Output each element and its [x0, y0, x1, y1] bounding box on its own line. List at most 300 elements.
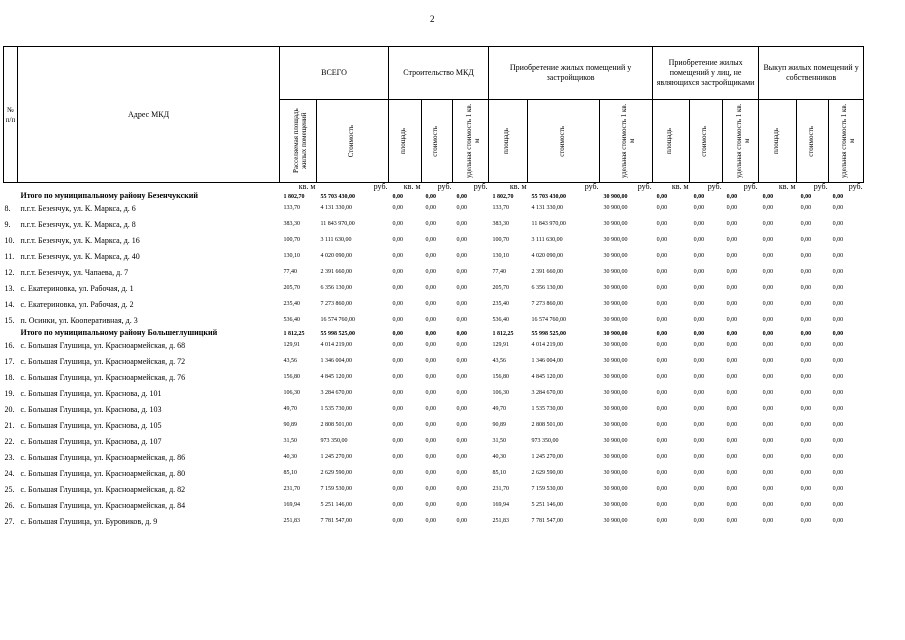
row-value: 0,00	[656, 237, 668, 243]
row-number: 13.	[4, 283, 15, 293]
row-value: 0,00	[693, 390, 705, 396]
subheader-cost: стоимость	[806, 125, 815, 157]
unit-label: кв. м	[653, 183, 690, 192]
row-value: 0,00	[392, 269, 404, 275]
row-address: п.г.т. Безенчук, ул. К. Маркса, д. 40	[20, 251, 140, 261]
row-value: 90,89	[283, 422, 297, 428]
row-value: 2 808 501,00	[531, 422, 564, 428]
unit-label: кв. м	[489, 183, 528, 192]
row-value: 0,00	[726, 221, 738, 227]
row-number	[4, 328, 18, 337]
row-value: 0,00	[425, 301, 437, 307]
row-value: 0,00	[800, 221, 812, 227]
row-value: 0,00	[726, 358, 738, 364]
row-value: 0,00	[726, 518, 738, 524]
row-value: 30 900,00	[603, 438, 628, 444]
row-value: 6 356 130,00	[320, 285, 352, 291]
row-value: 251,83	[283, 518, 300, 524]
row-address: с. Большая Глушица, ул. Краснова, д. 107	[20, 436, 162, 446]
table-row	[4, 449, 864, 465]
row-value: 0,00	[392, 422, 404, 428]
row-value: 0,00	[832, 221, 844, 227]
row-value: 0,00	[726, 301, 738, 307]
table-row	[4, 312, 864, 328]
row-number: 22.	[4, 436, 15, 446]
row-value: 0,00	[425, 454, 437, 460]
row-value: 0,00	[693, 301, 705, 307]
row-value: 30 900,00	[603, 518, 628, 524]
row-value: 0,00	[762, 301, 774, 307]
row-value: 1 812,25	[492, 331, 514, 337]
row-value: 0,00	[456, 301, 468, 307]
row-value: 1 245 270,00	[531, 454, 564, 460]
group-header-construction: Строительство МКД	[389, 47, 489, 100]
row-value: 0,00	[762, 486, 774, 492]
row-value: 0,00	[425, 390, 437, 396]
row-value: 0,00	[392, 221, 404, 227]
row-value: 0,00	[800, 317, 812, 323]
row-value: 0,00	[726, 269, 738, 275]
row-value: 0,00	[656, 342, 668, 348]
row-value: 1 812,25	[283, 331, 305, 337]
col-address-header: Адрес МКД	[18, 47, 280, 183]
row-value: 0,00	[726, 422, 738, 428]
row-value: 0,00	[762, 331, 774, 337]
row-value: 0,00	[392, 438, 404, 444]
row-value: 11 843 970,00	[320, 221, 355, 227]
row-number: 18.	[4, 372, 15, 382]
page-number: 2	[430, 14, 435, 24]
row-value: 1 245 270,00	[320, 454, 352, 460]
row-value: 0,00	[693, 205, 705, 211]
row-value: 49,70	[283, 406, 297, 412]
row-number: 24.	[4, 468, 15, 478]
row-value: 0,00	[800, 390, 812, 396]
row-value: 2 391 660,00	[320, 269, 352, 275]
row-value: 0,00	[762, 374, 774, 380]
row-value: 0,00	[800, 518, 812, 524]
row-value: 0,00	[762, 205, 774, 211]
row-value: 0,00	[392, 358, 404, 364]
row-value: 30 900,00	[603, 502, 628, 508]
subheader-unit-cost: удельная стоимость 1 кв. м	[734, 103, 751, 179]
row-number: 17.	[4, 356, 15, 366]
row-value: 0,00	[656, 331, 668, 337]
row-number: 10.	[4, 235, 15, 245]
row-value: 0,00	[693, 406, 705, 412]
row-value: 106,30	[492, 390, 510, 396]
row-value: 0,00	[456, 518, 468, 524]
table-row	[4, 296, 864, 312]
subheader-cost: стоимость	[557, 125, 566, 157]
row-number: 9.	[4, 219, 11, 229]
row-value: 0,00	[456, 221, 468, 227]
row-address: с. Большая Глушица, ул. Красноармейская, д. 80	[20, 468, 186, 478]
row-value: 0,00	[425, 331, 437, 337]
subheader-cost: стоимость	[700, 125, 709, 157]
row-address: п.г.т. Безенчук, ул. К. Маркса, д. 8	[20, 219, 136, 229]
row-value: 100,70	[283, 237, 300, 243]
row-value: 0,00	[726, 406, 738, 412]
row-value: 30 900,00	[603, 406, 628, 412]
row-value: 4 845 120,00	[531, 374, 564, 380]
row-value: 0,00	[800, 438, 812, 444]
table-row	[4, 481, 864, 497]
row-number: 20.	[4, 404, 15, 414]
row-value: 0,00	[762, 470, 774, 476]
row-value: 0,00	[392, 285, 404, 291]
row-value: 2 629 590,00	[320, 470, 352, 476]
subtotal-label: Итого по муниципальному району Большеглушицкий	[20, 328, 218, 337]
row-value: 0,00	[456, 285, 468, 291]
row-number: 26.	[4, 500, 15, 510]
row-value: 0,00	[656, 486, 668, 492]
row-value: 0,00	[762, 438, 774, 444]
row-value: 30 900,00	[603, 390, 628, 396]
row-value: 0,00	[693, 518, 705, 524]
row-value: 30 900,00	[603, 331, 628, 337]
row-value: 30 900,00	[603, 205, 628, 211]
row-value: 0,00	[726, 285, 738, 291]
row-value: 0,00	[656, 438, 668, 444]
row-value: 0,00	[832, 438, 844, 444]
row-value: 0,00	[392, 317, 404, 323]
row-value: 0,00	[656, 317, 668, 323]
row-value: 0,00	[693, 317, 705, 323]
row-value: 0,00	[726, 317, 738, 323]
row-value: 0,00	[656, 358, 668, 364]
row-value: 0,00	[425, 422, 437, 428]
row-value: 0,00	[832, 358, 844, 364]
row-value: 0,00	[832, 269, 844, 275]
row-value: 55 998 525,00	[320, 331, 355, 337]
row-value: 231,70	[283, 486, 300, 492]
row-value: 5 251 146,00	[320, 502, 352, 508]
row-address: с. Екатериновка, ул. Рабочая, д. 2	[20, 299, 134, 309]
row-value: 31,50	[283, 438, 297, 444]
row-value: 0,00	[762, 422, 774, 428]
row-value: 0,00	[726, 438, 738, 444]
row-value: 1 535 730,00	[320, 406, 352, 412]
row-value: 0,00	[392, 205, 404, 211]
row-value: 0,00	[456, 205, 468, 211]
row-value: 0,00	[693, 438, 705, 444]
row-value: 0,00	[800, 470, 812, 476]
row-value: 0,00	[762, 285, 774, 291]
row-value: 0,00	[800, 358, 812, 364]
row-value: 0,00	[693, 422, 705, 428]
row-value: 0,00	[456, 331, 468, 337]
subtotal-label: Итого по муниципальному району Безенчукский	[20, 191, 198, 200]
row-value: 0,00	[693, 342, 705, 348]
row-address: с. Большая Глушица, ул. Красноармейская, д. 68	[20, 340, 186, 350]
row-value: 0,00	[832, 253, 844, 259]
row-value: 0,00	[456, 502, 468, 508]
row-address: с. Большая Глушица, ул. Буровиков, д. 9	[20, 516, 158, 526]
row-value: 0,00	[392, 406, 404, 412]
row-value: 0,00	[832, 502, 844, 508]
row-value: 43,56	[283, 358, 297, 364]
row-value: 0,00	[656, 253, 668, 259]
row-value: 0,00	[762, 358, 774, 364]
row-value: 0,00	[693, 470, 705, 476]
row-value: 5 251 146,00	[531, 502, 564, 508]
row-value: 0,00	[762, 253, 774, 259]
row-value: 0,00	[800, 486, 812, 492]
row-value: 7 781 547,00	[320, 518, 352, 524]
row-value: 0,00	[392, 194, 404, 200]
row-value: 30 900,00	[603, 221, 628, 227]
table-row	[4, 353, 864, 369]
row-value: 0,00	[456, 194, 468, 200]
row-value: 0,00	[832, 454, 844, 460]
row-value: 0,00	[693, 486, 705, 492]
row-value: 77,40	[492, 269, 507, 275]
row-number: 8.	[4, 203, 11, 213]
table-row	[4, 200, 864, 216]
group-header-total: ВСЕГО	[280, 47, 389, 100]
row-value: 0,00	[392, 331, 404, 337]
table-row	[4, 385, 864, 401]
row-value: 0,00	[693, 269, 705, 275]
row-value: 156,80	[283, 374, 300, 380]
row-value: 0,00	[456, 422, 468, 428]
row-value: 0,00	[392, 454, 404, 460]
row-value: 1 802,70	[492, 194, 514, 200]
row-number: 19.	[4, 388, 15, 398]
units-row	[4, 183, 864, 192]
row-value: 0,00	[693, 221, 705, 227]
row-value: 0,00	[425, 221, 437, 227]
table-row	[4, 465, 864, 481]
unit-label: руб.	[797, 183, 829, 192]
subheader-cost: стоимость	[431, 125, 440, 157]
row-value: 0,00	[425, 237, 437, 243]
row-address: п. Осинки, ул. Кооперативная, д. 3	[20, 315, 138, 325]
row-value: 130,10	[492, 253, 510, 259]
row-value: 0,00	[693, 331, 705, 337]
row-value: 0,00	[456, 406, 468, 412]
row-value: 0,00	[693, 237, 705, 243]
row-address: п.г.т. Безенчук, ул. К. Маркса, д. 6	[20, 203, 136, 213]
table-row	[4, 513, 864, 529]
row-value: 0,00	[392, 374, 404, 380]
table-row	[4, 433, 864, 449]
row-value: 0,00	[392, 253, 404, 259]
row-value: 0,00	[693, 253, 705, 259]
row-value: 0,00	[800, 194, 812, 200]
row-value: 0,00	[726, 253, 738, 259]
row-value: 30 900,00	[603, 317, 628, 323]
row-value: 0,00	[392, 301, 404, 307]
row-address: с. Большая Глушица, ул. Красноармейская, д. 76	[20, 372, 186, 382]
row-value: 0,00	[762, 269, 774, 275]
row-number: 12.	[4, 267, 15, 277]
row-value: 0,00	[800, 454, 812, 460]
row-value: 16 574 760,00	[320, 317, 355, 323]
row-value: 49,70	[492, 406, 507, 412]
row-value: 973 350,00	[320, 438, 348, 444]
row-value: 0,00	[762, 406, 774, 412]
row-value: 235,40	[492, 301, 510, 307]
row-value: 0,00	[762, 237, 774, 243]
row-value: 4 131 330,00	[320, 205, 352, 211]
row-address: с. Большая Глушица, ул. Краснова, д. 105	[20, 420, 162, 430]
subheader-area: площадь	[771, 128, 780, 154]
row-value: 133,70	[492, 205, 510, 211]
unit-label: кв. м	[389, 183, 422, 192]
unit-label: руб.	[829, 183, 864, 192]
row-value: 0,00	[425, 342, 437, 348]
row-value: 251,83	[492, 518, 510, 524]
row-value: 0,00	[800, 237, 812, 243]
row-value: 1 802,70	[283, 194, 305, 200]
row-value: 0,00	[762, 454, 774, 460]
row-value: 0,00	[800, 406, 812, 412]
row-value: 0,00	[425, 438, 437, 444]
row-value: 0,00	[456, 317, 468, 323]
row-value: 0,00	[425, 269, 437, 275]
subtotal-row	[4, 191, 864, 200]
row-value: 205,70	[283, 285, 300, 291]
row-value: 0,00	[392, 470, 404, 476]
row-value: 1 346 004,00	[320, 358, 352, 364]
row-value: 30 900,00	[603, 253, 628, 259]
row-value: 383,30	[283, 221, 300, 227]
table-row	[4, 216, 864, 232]
row-value: 55 703 430,00	[320, 194, 355, 200]
subheader-area: площадь	[502, 128, 511, 154]
row-value: 169,94	[283, 502, 300, 508]
row-number: 14.	[4, 299, 15, 309]
row-value: 0,00	[762, 342, 774, 348]
row-address: п.г.т. Безенчук, ул. К. Маркса, д. 16	[20, 235, 140, 245]
row-value: 0,00	[832, 331, 844, 337]
row-value: 85,10	[492, 470, 507, 476]
row-value: 0,00	[726, 454, 738, 460]
row-number: 23.	[4, 452, 15, 462]
row-value: 0,00	[800, 205, 812, 211]
row-value: 0,00	[656, 374, 668, 380]
unit-label: руб.	[600, 183, 653, 192]
row-value: 55 998 525,00	[531, 331, 567, 337]
row-value: 133,70	[283, 205, 300, 211]
row-value: 0,00	[762, 502, 774, 508]
table-row	[4, 280, 864, 296]
row-value: 0,00	[762, 317, 774, 323]
row-address: с. Большая Глушица, ул. Краснова, д. 101	[20, 388, 162, 398]
row-number: 21.	[4, 420, 15, 430]
row-value: 0,00	[456, 438, 468, 444]
row-value: 16 574 760,00	[531, 317, 567, 323]
subheader-relocated-area: Расселяемая площадь жилых помещений	[292, 108, 308, 174]
row-value: 0,00	[800, 285, 812, 291]
row-value: 3 111 630,00	[531, 237, 563, 243]
row-value: 0,00	[656, 221, 668, 227]
row-value: 0,00	[656, 518, 668, 524]
row-value: 85,10	[283, 470, 297, 476]
row-value: 100,70	[492, 237, 510, 243]
row-value: 0,00	[456, 269, 468, 275]
row-value: 0,00	[456, 390, 468, 396]
row-value: 973 350,00	[531, 438, 559, 444]
row-value: 77,40	[283, 269, 297, 275]
row-value: 0,00	[800, 269, 812, 275]
table-row	[4, 401, 864, 417]
row-value: 0,00	[832, 422, 844, 428]
row-value: 0,00	[726, 486, 738, 492]
unit-label: руб.	[453, 183, 489, 192]
table-row	[4, 369, 864, 385]
unit-label: кв. м	[759, 183, 797, 192]
row-value: 30 900,00	[603, 194, 628, 200]
row-value: 0,00	[693, 454, 705, 460]
row-value: 106,30	[283, 390, 300, 396]
row-value: 0,00	[456, 342, 468, 348]
col-no-header: № п/п	[4, 47, 18, 183]
row-value: 7 781 547,00	[531, 518, 564, 524]
row-value: 3 284 670,00	[531, 390, 564, 396]
row-value: 0,00	[425, 406, 437, 412]
row-value: 30 900,00	[603, 470, 628, 476]
subheader-area: площадь	[665, 128, 674, 154]
row-value: 30 900,00	[603, 454, 628, 460]
row-value: 0,00	[392, 518, 404, 524]
row-value: 0,00	[693, 194, 705, 200]
subtotal-row	[4, 328, 864, 337]
row-value: 0,00	[800, 502, 812, 508]
row-value: 30 900,00	[603, 342, 628, 348]
unit-label: кв. м	[280, 183, 317, 192]
row-value: 0,00	[656, 470, 668, 476]
row-value: 2 808 501,00	[320, 422, 352, 428]
row-value: 536,40	[492, 317, 510, 323]
row-value: 0,00	[456, 374, 468, 380]
row-value: 0,00	[425, 358, 437, 364]
row-value: 0,00	[800, 422, 812, 428]
row-value: 0,00	[762, 518, 774, 524]
unit-label: руб.	[422, 183, 453, 192]
row-value: 0,00	[726, 194, 738, 200]
row-value: 0,00	[693, 502, 705, 508]
row-address: с. Большая Глушица, ул. Красноармейская, д. 84	[20, 500, 186, 510]
row-value: 0,00	[832, 301, 844, 307]
row-value: 0,00	[425, 285, 437, 291]
row-value: 536,40	[283, 317, 300, 323]
row-value: 90,89	[492, 422, 507, 428]
row-number: 27.	[4, 516, 15, 526]
row-value: 0,00	[726, 374, 738, 380]
row-value: 0,00	[392, 390, 404, 396]
row-value: 0,00	[726, 342, 738, 348]
table-row	[4, 417, 864, 433]
row-address: п.г.т. Безенчук, ул. Чапаева, д. 7	[20, 267, 129, 277]
row-value: 231,70	[492, 486, 510, 492]
row-value: 0,00	[762, 221, 774, 227]
row-value: 0,00	[425, 253, 437, 259]
unit-label: руб.	[317, 183, 389, 192]
row-value: 43,56	[492, 358, 507, 364]
row-number: 11.	[4, 251, 15, 261]
row-value: 0,00	[726, 470, 738, 476]
row-value: 4 845 120,00	[320, 374, 352, 380]
row-value: 0,00	[832, 470, 844, 476]
row-value: 0,00	[800, 253, 812, 259]
table-body	[4, 191, 864, 529]
row-value: 30 900,00	[603, 285, 628, 291]
row-value: 129,91	[492, 342, 510, 348]
table-row	[4, 337, 864, 353]
